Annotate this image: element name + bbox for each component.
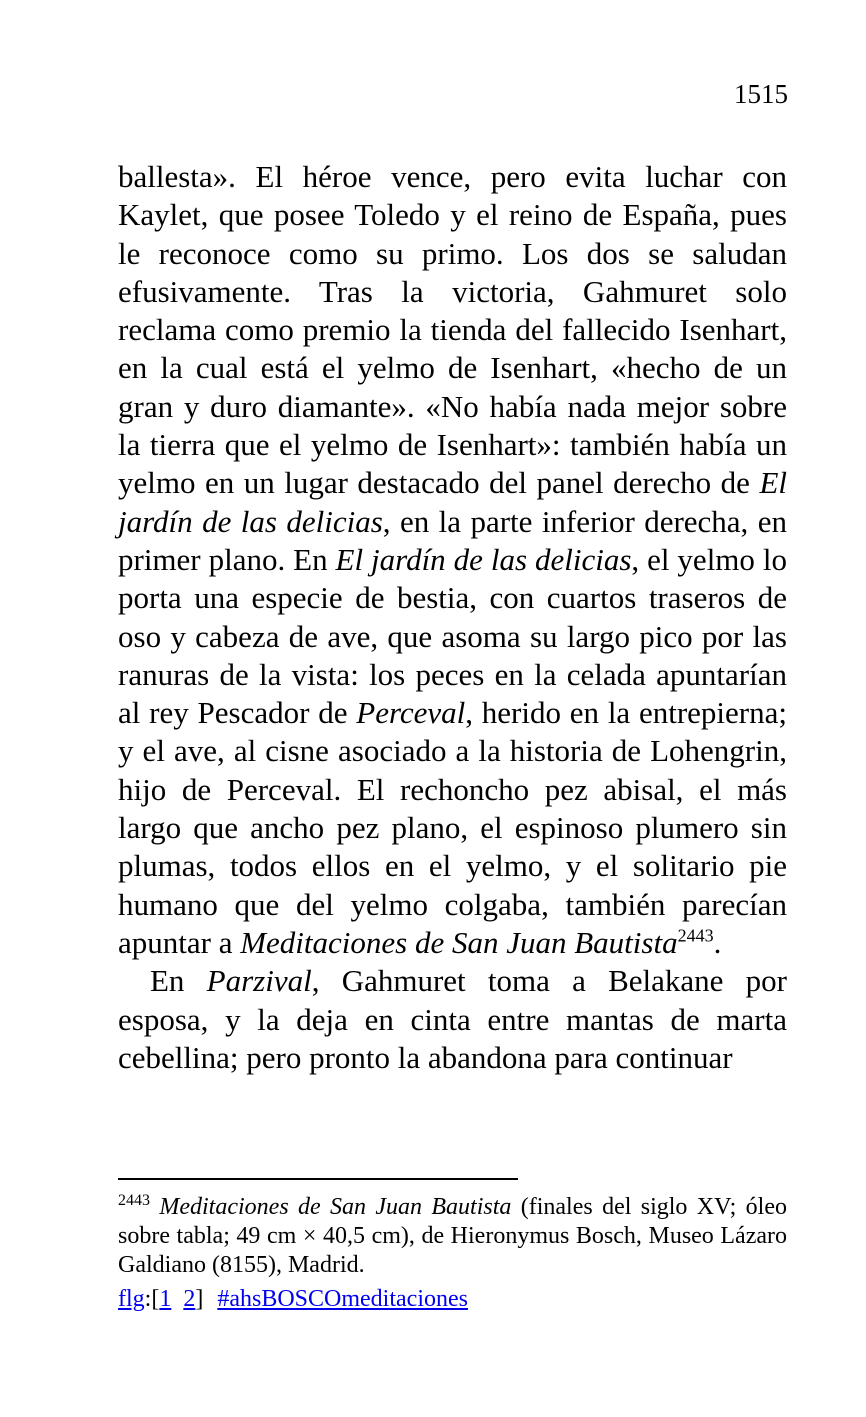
flg-link[interactable]: flg	[118, 1286, 145, 1312]
text-run: , Gahmuret toma a Belakane por esposa, y la deja en cinta entre mantas de marta cebellina; pero pronto la abandona para continuar	[118, 963, 787, 1075]
footnote-divider	[118, 1178, 518, 1180]
link-2[interactable]: 2	[183, 1286, 196, 1312]
italic-title: El jardín de las delicias	[335, 541, 632, 577]
paragraph-1	[118, 158, 787, 962]
text-run: En	[150, 963, 207, 999]
italic-title: Meditaciones de San Juan Bautista	[240, 924, 678, 960]
footnote-text	[118, 1193, 787, 1280]
italic-title: Perceval	[356, 695, 466, 731]
footnote-number: 2443	[118, 1192, 150, 1209]
hashtag-link[interactable]: #ahsBOSCOmeditaciones	[217, 1286, 468, 1312]
link-1[interactable]: 1	[159, 1286, 172, 1312]
text-run: ballesta». El héroe vence, pero evita luchar con Kaylet, que posee Toledo y el reino de España, pues le reconoce como su primo. Los dos se saludan efusivamente. Tras la victoria, Gahmuret solo reclama como premio la tienda del fallecido Isenhart, en la cual está el yelmo de Isenhart, «hecho de un gran y duro diamante». «No había nada mejor sobre la tierra que el yelmo de Isenhart»: también había un yelmo en un lugar destacado del panel derecho de	[118, 159, 787, 501]
bracket-open: :[	[144, 1286, 160, 1312]
paragraph-2	[118, 962, 787, 1077]
italic-title: Parzival	[206, 963, 312, 999]
footnote-reference[interactable]: 2443	[677, 925, 714, 946]
text-run: .	[713, 924, 722, 960]
main-text	[118, 158, 787, 1077]
text-run: , en la parte inferior derecha, en primer plano. En	[118, 503, 787, 577]
footnote-links	[118, 1285, 468, 1314]
footnote-title: Meditaciones de San Juan Bautista	[159, 1194, 512, 1220]
text-run: , herido en la entrepierna; y el ave, al cisne asociado a la historia de Lohengrin, hijo de Perceval. El rechoncho pez abisal, el más largo que ancho pez plano, el espinoso plumero sin plumas, todos ellos en el yelmo, y el solitario pie humano que del yelmo colgaba, también parecían apuntar a	[118, 695, 787, 960]
bracket-close: ]	[195, 1286, 204, 1312]
footnote-body: (finales del siglo XV; óleo sobre tabla; 49 cm × 40,5 cm), de Hieronymus Bosch, Museo Lázaro Galdiano (8155), Madrid.	[118, 1194, 787, 1278]
footnote	[118, 1193, 787, 1280]
text-run: , el yelmo lo porta una especie de bestia, con cuartos traseros de oso y cabeza de ave, que asoma su largo pico por las ranuras de la vista: los peces en la celada apuntarían al rey Pescador de	[118, 541, 787, 731]
italic-title: El jardín de las delicias	[118, 465, 787, 539]
page-number: 1515	[734, 79, 788, 109]
